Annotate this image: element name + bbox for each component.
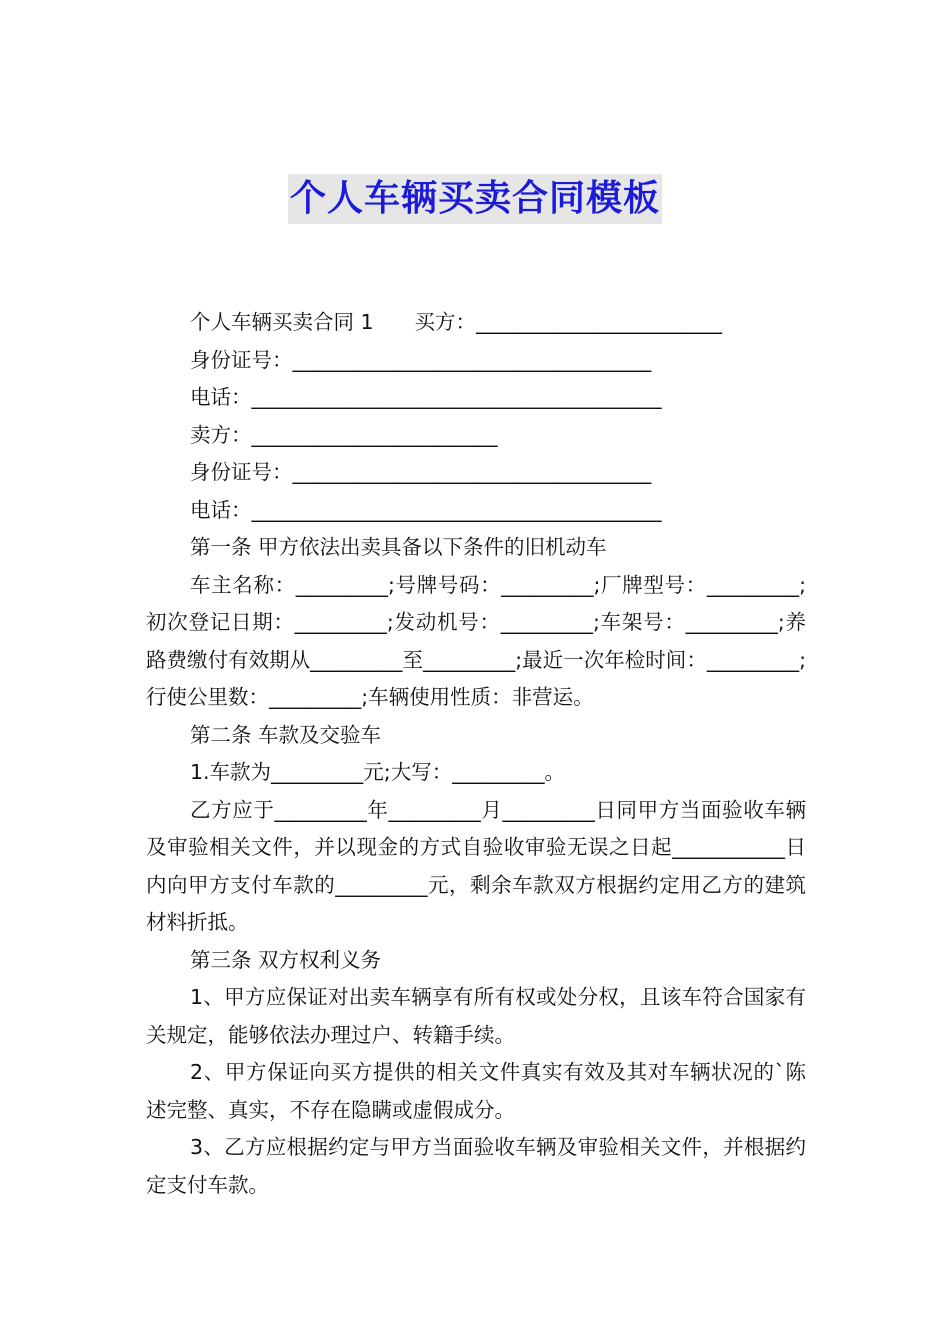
article-2-price: 1.车款为_________元;大写：_________。: [190, 760, 565, 784]
article-2-payment: 乙方应于_________年_________月_________日同甲方当面验收车辆及审验相关文件，并以现金的方式自验收审验无误之日起___________日内向甲方支付车款的_________元，剩余车款双方根据约定用乙方的建筑材料折抵。: [146, 797, 806, 934]
contract-line-buyer: 个人车辆买卖合同 1 买方：________________________: [190, 310, 723, 334]
contract-line-buyer-id: 身份证号：___________________________________: [190, 347, 652, 372]
article-1-heading: 第一条 甲方依法出卖具备以下条件的旧机动车: [190, 535, 607, 559]
contract-line-seller: 卖方：________________________: [190, 422, 498, 447]
article-3-clause-1: 1、甲方应保证对出卖车辆享有所有权或处分权，且该车符合国家有关规定，能够依法办理过户、转籍手续。: [146, 985, 806, 1047]
article-3-clause-3: 3、乙方应根据约定与甲方当面验收车辆及审验相关文件，并根据约定支付车款。: [146, 1135, 806, 1197]
article-3-heading: 第三条 双方权利义务: [190, 947, 382, 972]
article-3-clause-2: 2、甲方保证向买方提供的相关文件真实有效及其对车辆状况的`陈述完整、真实，不存在隐瞒或虚假成分。: [146, 1060, 806, 1122]
contract-line-seller-id: 身份证号：___________________________________: [190, 460, 652, 484]
title-container: [0, 174, 950, 224]
article-2-heading: 第二条 车款及交验车: [190, 722, 382, 747]
article-1-vehicle-details: 车主名称：_________;号牌号码：_________;厂牌型号：_________;初次登记日期：_________;发动机号：_________;车架号：_________;养路费缴付有效期从_________至_________;最近一次年检时间：_________;行使公里数：_________;车辆使用性质：非营运。: [146, 572, 806, 709]
contract-line-buyer-phone: 电话：________________________________________: [190, 385, 662, 409]
contract-body: [146, 304, 806, 1204]
contract-line-seller-phone: 电话：________________________________________: [190, 497, 662, 522]
document-title: 个人车辆买卖合同模板: [288, 174, 662, 224]
